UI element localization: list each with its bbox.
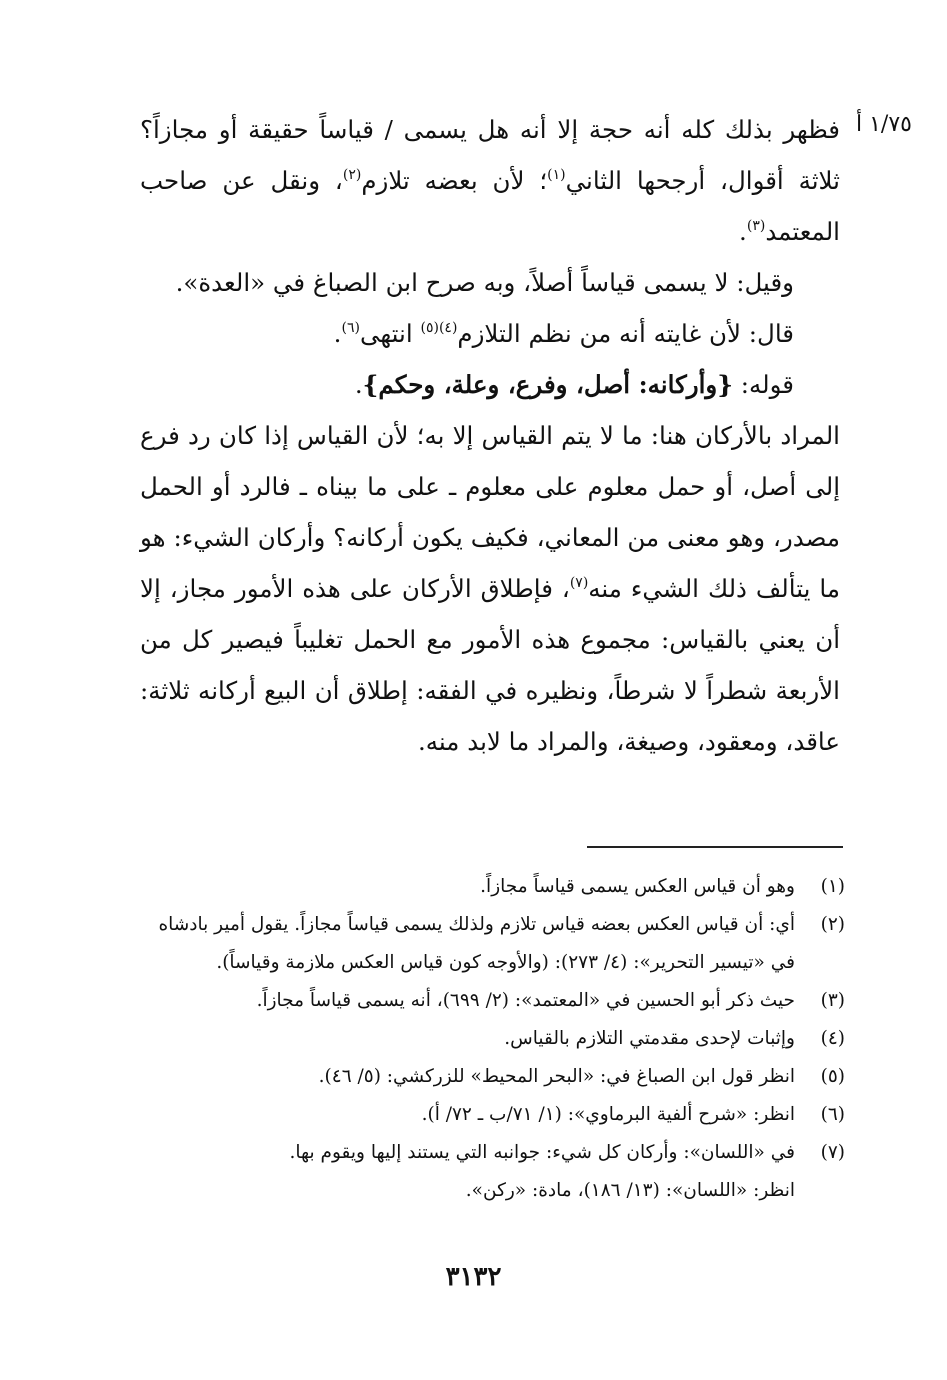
- footnote-ref-7[interactable]: (٧): [569, 575, 589, 591]
- footnote-ref-6[interactable]: (٦): [341, 320, 360, 336]
- footnote-4: [125, 1020, 845, 1058]
- text-run: .: [739, 217, 747, 246]
- footnote-text: [125, 1134, 795, 1210]
- footnote-line: أي: أن قياس العكس بعضه قياس تلازم ولذلك يسمى قياساً مجازاً. يقول أمير بادشاه: [158, 914, 795, 935]
- footnote-line: في «تيسير التحرير»: (٤/ ٢٧٣): (والأوجه كون قياس العكس ملازمة وقياساً).: [216, 952, 795, 973]
- footnote-ref-5[interactable]: (٥): [420, 320, 439, 336]
- footnote-text: [125, 982, 795, 1020]
- footnote-1: [125, 868, 845, 906]
- text-run: قوله:: [732, 370, 794, 399]
- text-run: .: [354, 370, 363, 399]
- text-run: المراد بالأركان هنا: ما لا يتم القياس إلا به؛ لأن القياس إذا كان رد فرع إلى أصل، أو حمل معلوم على معلوم ـ على ما بيناه ـ فالرد أو الحمل مصدر، وهو معنى من المعاني، فكيف يكون أركانه؟ وأركان الشيء: هو ما يتألف ذلك الشيء منه: [140, 421, 840, 603]
- footnote-line: حيث ذكر أبو الحسين في «المعتمد»: (٢/ ٦٩٩)، أنه يسمى قياساً مجازاً.: [256, 990, 795, 1011]
- paragraph-1: [140, 104, 840, 257]
- footnote-number: (١): [820, 876, 845, 897]
- footnote-line: انظر قول ابن الصباغ في: «البحر المحيط» للزركشي: (٥/ ٤٦).: [318, 1066, 795, 1087]
- footnote-number: (٦): [820, 1104, 845, 1125]
- footnote-ref-4[interactable]: (٤): [438, 320, 458, 336]
- footnote-ref-3[interactable]: (٣): [746, 218, 766, 234]
- footnote-text: [125, 906, 795, 982]
- text-run: فظهر بذلك كله أنه حجة إلا أنه هل يسمى / قياساً حقيقة أو مجازاً؟ ثلاثة أقوال، أرجحها الثاني: [140, 115, 840, 195]
- footnote-line: وإثبات لإحدى مقدمتي التلازم بالقياس.: [504, 1028, 795, 1049]
- footnote-text: [125, 1096, 795, 1134]
- footnote-line: انظر: «شرح ألفية البرماوي»: (١/ ٧١/ب ـ ٧٢/ أ).: [421, 1104, 795, 1125]
- footnote-number: (٤): [820, 1028, 845, 1049]
- matn-quote: {وأركانه: أصل، وفرع، وعلة، وحكم}: [362, 370, 733, 399]
- footnote-text: [125, 1020, 795, 1058]
- text-run: قال: لأن غايته أنه من نظم التلازم: [457, 319, 794, 348]
- footnote-2: [125, 906, 845, 982]
- footnote-3: [125, 982, 845, 1020]
- text-run: .: [333, 319, 342, 348]
- paragraph-2: وقيل: لا يسمى قياساً أصلاً، وبه صرح ابن الصباغ في «العدة».: [175, 268, 794, 297]
- footnote-line: في «اللسان»: وأركان كل شيء: جوانبه التي يستند إليها ويقوم بها.: [289, 1142, 795, 1163]
- text-run: ، فإطلاق الأركان على هذه الأمور مجاز، إلا أن يعني بالقياس: مجموع هذه الأمور مع الحمل تغليباً فيصير كل من الأربعة شطراً لا شرطاً، ونظيره في الفقه: إطلاق أن البيع أركانه ثلاثة: عاقد، ومعقود، وصيغة، والمراد ما لابد منه.: [140, 574, 840, 756]
- footnote-number: (٢): [820, 914, 845, 935]
- footnote-number: (٣): [820, 990, 845, 1011]
- footnote-line: وهو أن قياس العكس يسمى قياساً مجازاً.: [480, 876, 795, 897]
- footnote-5: [125, 1058, 845, 1096]
- footnote-7: [125, 1134, 845, 1210]
- footnote-ref-2[interactable]: (٢): [342, 167, 362, 183]
- footnote-line: انظر: «اللسان»: (١٣/ ١٨٦)، مادة: «ركن».: [465, 1180, 795, 1201]
- text-run: ؛ لأن بعضه تلازم: [361, 166, 548, 195]
- footnote-number: (٧): [820, 1142, 845, 1163]
- paragraph-3: [140, 308, 840, 359]
- footnotes: [125, 868, 845, 1210]
- footnote-text: [125, 1058, 795, 1096]
- paragraph-4: [140, 359, 840, 410]
- main-text: [140, 104, 840, 767]
- footnote-text: [125, 868, 795, 906]
- text-run: انتهى: [359, 319, 421, 348]
- footnote-6: [125, 1096, 845, 1134]
- footnote-separator: [587, 846, 843, 848]
- text-run: ، ونقل عن صاحب المعتمد: [140, 166, 840, 246]
- footnote-ref-1[interactable]: (١): [547, 167, 566, 183]
- page-number: ٣١٣٢: [445, 1262, 502, 1292]
- margin-folio-reference: ١/٧٥ أ: [856, 112, 912, 137]
- paragraph-5: [140, 410, 840, 767]
- footnote-number: (٥): [820, 1066, 845, 1087]
